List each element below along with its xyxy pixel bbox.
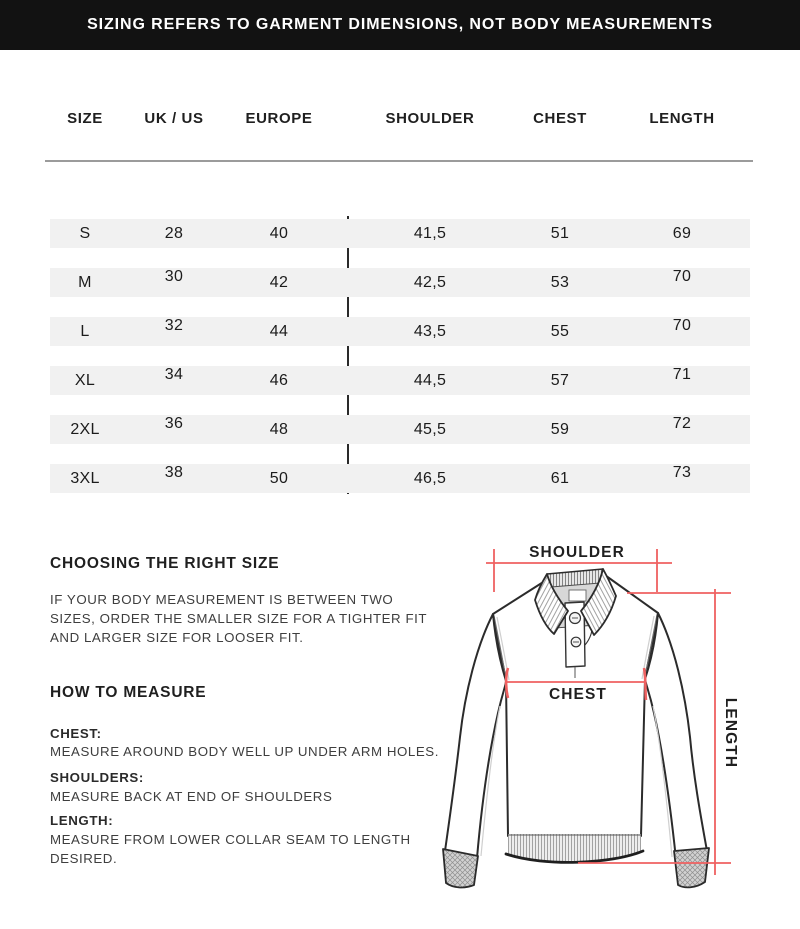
cell-europe: 44 <box>269 323 289 340</box>
cell-uk-us: 28 <box>164 225 184 242</box>
table-row-m <box>50 268 750 297</box>
cell-length: 73 <box>672 464 692 481</box>
cell-length: 70 <box>672 268 692 285</box>
table-row-xl <box>50 366 750 395</box>
choosing-size-title: CHOOSING THE RIGHT SIZE <box>50 555 280 572</box>
cell-chest: 61 <box>550 470 570 487</box>
cell-europe: 50 <box>269 470 289 487</box>
cell-shoulder: 41,5 <box>413 225 447 242</box>
cell-uk-us: 30 <box>164 268 184 285</box>
cell-uk-us: 36 <box>164 415 184 432</box>
cell-length: 70 <box>672 317 692 334</box>
column-header-uk-us: UK / US <box>144 110 204 127</box>
cell-size: 2XL <box>70 421 100 438</box>
cell-length: 71 <box>672 366 692 383</box>
cell-europe: 46 <box>269 372 289 389</box>
cell-size: M <box>78 274 92 291</box>
table-column-divider <box>347 216 349 494</box>
header-rule <box>45 160 753 162</box>
measure-chest-label: CHEST: <box>50 726 102 741</box>
polo-cuff-right <box>674 848 709 887</box>
cell-shoulder: 42,5 <box>413 274 447 291</box>
cell-shoulder: 44,5 <box>413 372 447 389</box>
column-header-europe: EUROPE <box>245 110 313 127</box>
measure-shoulders-text: MEASURE BACK AT END OF SHOULDERS <box>50 789 333 804</box>
cell-europe: 42 <box>269 274 289 291</box>
choosing-size-line: SIZES, ORDER THE SMALLER SIZE FOR A TIGHTER FIT <box>50 611 428 626</box>
column-header-size: SIZE <box>67 110 103 127</box>
cell-uk-us: 32 <box>164 317 184 334</box>
cell-chest: 55 <box>550 323 570 340</box>
cell-length: 72 <box>672 415 692 432</box>
garment-measure-diagram <box>430 530 800 929</box>
cell-size: S <box>79 225 91 242</box>
cell-chest: 53 <box>550 274 570 291</box>
polo-sleeve-left <box>445 614 506 858</box>
shoulder-label: SHOULDER <box>529 544 625 561</box>
length-label: LENGTH <box>722 697 739 769</box>
banner-text: SIZING REFERS TO GARMENT DIMENSIONS, NOT BODY MEASUREMENTS <box>87 16 713 33</box>
cell-chest: 59 <box>550 421 570 438</box>
table-row-3xl <box>50 464 750 493</box>
how-to-measure-title: HOW TO MEASURE <box>50 684 207 701</box>
measure-length-text: DESIRED. <box>50 851 118 866</box>
cell-chest: 57 <box>550 372 570 389</box>
cell-size: XL <box>74 372 96 389</box>
measure-length-text: MEASURE FROM LOWER COLLAR SEAM TO LENGTH <box>50 832 411 847</box>
cell-shoulder: 45,5 <box>413 421 447 438</box>
measure-shoulders-label: SHOULDERS: <box>50 770 144 785</box>
table-row-s <box>50 219 750 248</box>
polo-sleeve-right <box>645 613 707 859</box>
cell-shoulder: 43,5 <box>413 323 447 340</box>
choosing-size-line: AND LARGER SIZE FOR LOOSER FIT. <box>50 630 304 645</box>
measure-chest-text: MEASURE AROUND BODY WELL UP UNDER ARM HOLES. <box>50 744 439 759</box>
chest-label: CHEST <box>548 686 608 703</box>
column-header-length: LENGTH <box>649 110 715 127</box>
cell-uk-us: 38 <box>164 464 184 481</box>
cell-uk-us: 34 <box>164 366 184 383</box>
column-header-chest: CHEST <box>533 110 587 127</box>
cell-length: 69 <box>672 225 692 242</box>
cell-europe: 48 <box>269 421 289 438</box>
cell-size: L <box>80 323 90 340</box>
column-header-shoulder: SHOULDER <box>385 110 475 127</box>
table-row-l <box>50 317 750 346</box>
choosing-size-line: IF YOUR BODY MEASUREMENT IS BETWEEN TWO <box>50 592 394 607</box>
cell-size: 3XL <box>70 470 100 487</box>
cell-chest: 51 <box>550 225 570 242</box>
cell-shoulder: 46,5 <box>413 470 447 487</box>
collar-label-tag <box>569 590 586 601</box>
cell-europe: 40 <box>269 225 289 242</box>
polo-cuff-left <box>443 849 478 887</box>
measure-length-label: LENGTH: <box>50 813 114 828</box>
table-row-2xl <box>50 415 750 444</box>
top-banner <box>0 0 800 50</box>
